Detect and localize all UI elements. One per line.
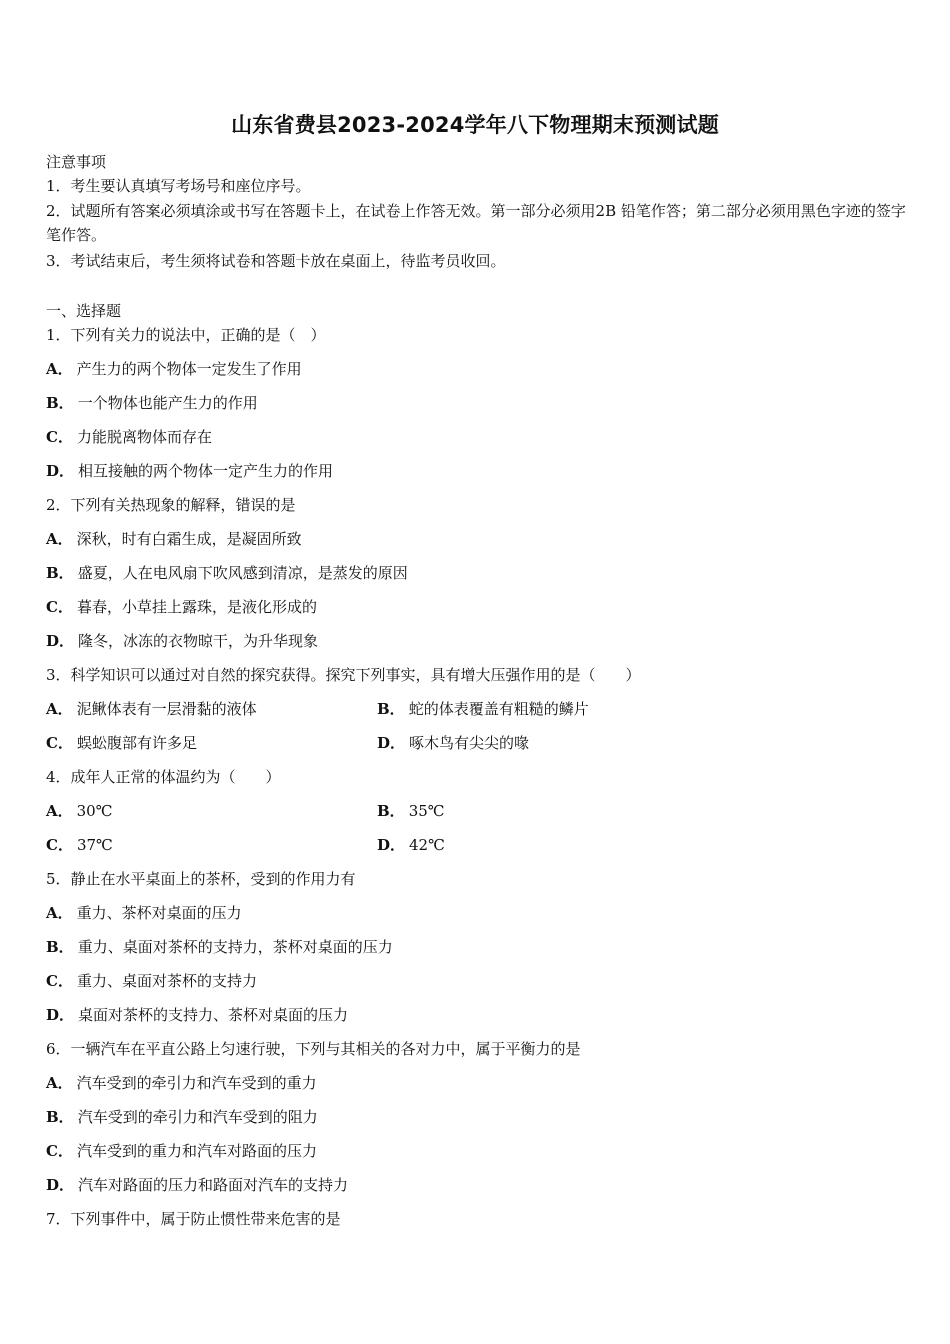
question-5-option-c	[46, 969, 257, 993]
option-text: 相互接触的两个物体一定产生力的作用	[78, 462, 334, 480]
page-title: 山东省费县2023-2024学年八下物理期末预测试题	[231, 113, 719, 137]
option-text: 35℃	[408, 802, 445, 820]
option-letter: B．	[46, 1108, 74, 1126]
option-letter: C．	[46, 734, 73, 752]
question-1-option-a	[46, 357, 302, 381]
option-text: 盛夏，人在电风扇下吹风感到清凉，是蒸发的原因	[77, 564, 408, 582]
option-letter: A．	[46, 1074, 73, 1092]
option-letter: A．	[46, 360, 73, 378]
option-text: 产生力的两个物体一定发生了作用	[76, 360, 302, 378]
option-text: 汽车受到的重力和汽车对路面的压力	[76, 1142, 317, 1160]
option-text: 重力、茶杯对桌面的压力	[76, 904, 242, 922]
question-1-option-b	[46, 391, 258, 415]
option-letter: B．	[46, 564, 74, 582]
question-2-option-d	[46, 629, 318, 653]
question-6-option-b	[46, 1105, 318, 1129]
question-1-option-c	[46, 425, 212, 449]
option-text: 重力、桌面对茶杯的支持力	[76, 972, 257, 990]
question-7-stem: 7．下列事件中，属于防止惯性带来危害的是	[46, 1210, 341, 1228]
question-6-option-a	[46, 1071, 317, 1095]
question-1-option-d	[46, 459, 333, 483]
option-text: 一个物体也能产生力的作用	[77, 394, 258, 412]
question-4-option-a	[46, 799, 113, 823]
option-letter: A．	[46, 530, 73, 548]
notice-item-1: 1．考生要认真填写考场号和座位序号。	[46, 177, 311, 195]
option-letter: D．	[46, 1176, 75, 1194]
question-6-option-c	[46, 1139, 317, 1163]
option-letter: C．	[46, 598, 73, 616]
option-letter: B．	[377, 700, 405, 718]
option-text: 蛇的体表覆盖有粗糙的鳞片	[408, 700, 589, 718]
notice-item-3: 3．考试结束后，考生须将试卷和答题卡放在桌面上，待监考员收回。	[46, 252, 506, 270]
option-text: 啄木鸟有尖尖的喙	[409, 734, 530, 752]
question-4-option-c	[46, 833, 113, 857]
question-2-option-a	[46, 527, 302, 551]
option-text: 隆冬，冰冻的衣物晾干，为升华现象	[78, 632, 319, 650]
option-text: 汽车受到的牵引力和汽车受到的阻力	[77, 1108, 318, 1126]
notice-heading: 注意事项	[46, 153, 107, 171]
option-text: 汽车受到的牵引力和汽车受到的重力	[76, 1074, 317, 1092]
option-text: 暮春，小草挂上露珠，是液化形成的	[76, 598, 317, 616]
question-3-option-d	[377, 731, 529, 755]
question-5-option-d	[46, 1003, 348, 1027]
question-4-option-b	[377, 799, 445, 823]
option-text: 30℃	[76, 802, 113, 820]
question-4-stem: 4．成年人正常的体温约为（ ）	[46, 768, 281, 786]
question-3-option-a	[46, 697, 257, 721]
question-2-option-c	[46, 595, 317, 619]
question-3-option-b	[377, 697, 589, 721]
option-letter: A．	[46, 802, 73, 820]
notice-item-2: 2．试题所有答案必须填涂或书写在答题卡上，在试卷上作答无效。第一部分必须用2B 铅笔作答；第二部分必须用黑色字迹的签字笔作答。	[46, 202, 906, 244]
option-letter: D．	[46, 632, 75, 650]
question-5-option-a	[46, 901, 242, 925]
question-6-option-d	[46, 1173, 348, 1197]
option-letter: C．	[46, 428, 73, 446]
question-3-option-c	[46, 731, 197, 755]
section-heading: 一、选择题	[46, 302, 122, 320]
question-4-option-d	[377, 833, 445, 857]
option-letter: C．	[46, 836, 73, 854]
question-2-option-b	[46, 561, 408, 585]
option-letter: A．	[46, 904, 73, 922]
question-3-stem: 3．科学知识可以通过对自然的探究获得。探究下列事实，具有增大压强作用的是（ ）	[46, 666, 641, 684]
option-text: 汽车对路面的压力和路面对汽车的支持力	[78, 1176, 349, 1194]
option-letter: C．	[46, 972, 73, 990]
question-5-option-b	[46, 935, 393, 959]
option-letter: D．	[46, 1006, 75, 1024]
question-1-stem: 1．下列有关力的说法中，正确的是（ ）	[46, 326, 326, 344]
option-text: 42℃	[409, 836, 445, 854]
option-letter: A．	[46, 700, 73, 718]
option-text: 重力、桌面对茶杯的支持力，茶杯对桌面的压力	[77, 938, 393, 956]
option-text: 深秋，时有白霜生成，是凝固所致	[76, 530, 302, 548]
option-letter: B．	[46, 938, 74, 956]
option-text: 37℃	[76, 836, 113, 854]
option-letter: B．	[377, 802, 405, 820]
question-5-stem: 5．静止在水平桌面上的茶杯，受到的作用力有	[46, 870, 356, 888]
option-text: 桌面对茶杯的支持力、茶杯对桌面的压力	[78, 1006, 349, 1024]
question-6-stem: 6．一辆汽车在平直公路上匀速行驶，下列与其相关的各对力中，属于平衡力的是	[46, 1040, 581, 1058]
option-text: 蜈蚣腹部有许多足	[76, 734, 197, 752]
question-2-stem: 2．下列有关热现象的解释，错误的是	[46, 496, 296, 514]
option-text: 力能脱离物体而存在	[76, 428, 212, 446]
option-text: 泥鳅体表有一层滑黏的液体	[76, 700, 257, 718]
option-letter: D．	[377, 734, 406, 752]
option-letter: D．	[46, 462, 75, 480]
option-letter: D．	[377, 836, 406, 854]
option-letter: C．	[46, 1142, 73, 1160]
option-letter: B．	[46, 394, 74, 412]
